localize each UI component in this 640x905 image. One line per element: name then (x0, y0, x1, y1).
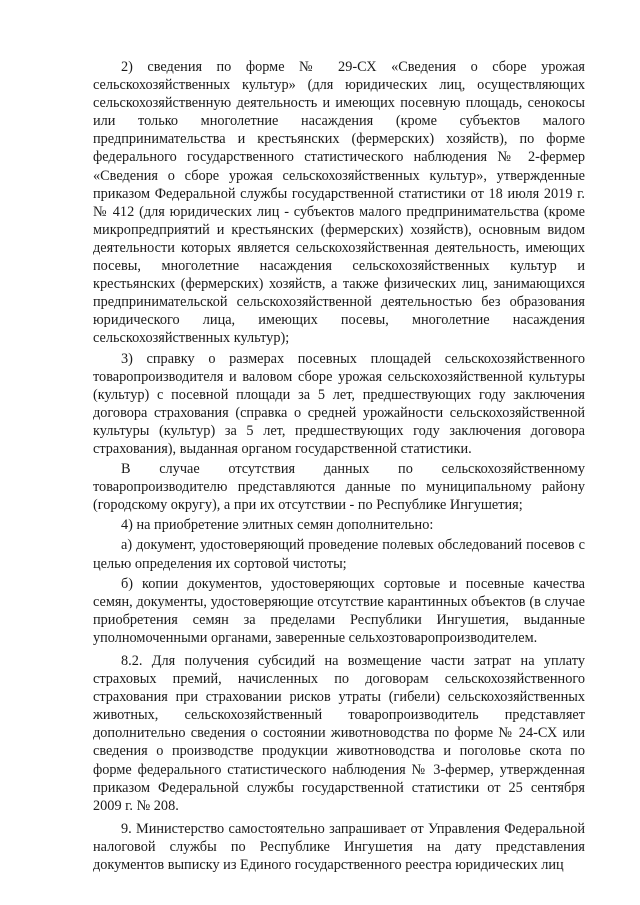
paragraph-section-8-2: 8.2. Для получения субсидий на возмещение части затрат на уплату страховых премий, начисленных по договорам сельскохозяйственного страхования при страховании рисков утраты (гибели) сельскохозяйственных животных, сельскохозяйственный товаропроизводитель представляет дополнительно сведения о состоянии животноводства по форме № 24-СХ или сведения о производстве продукции животноводства и поголовье скота по форме федерального статистического наблюдения № 3-фермер, утвержденная приказом Федеральной службы государственной статистики от 25 сентября 2009 г. № 208. (93, 653, 585, 814)
paragraph-missing-data-note: В случае отсутствия данных по сельскохозяйственному товаропроизводителю представляются данные по муниципальному району (городскому округу), а при их отсутствии - по Республике Ингушетия; (93, 461, 585, 514)
paragraph-section-9: 9. Министерство самостоятельно запрашивает от Управления Федеральной налоговой службы по Республике Ингушетия на дату представления документов выписку из Единого государственного реестра юридических лиц (93, 820, 585, 874)
paragraph-item-2-crop-harvest-forms: 2) сведения по форме № 29-СХ «Сведения о сборе урожая сельскохозяйственных культур» (для юридических лиц, осуществляющих сельскохозяйственную деятельность и имеющих посевную площадь, сенокосы или только многолетние насаждения (кроме субъектов малого предпринимательства и крестьянских (фермерских) хозяйств), по форме федерального государственного статистического наблюдения № 2-фермер «Сведения о сборе урожая сельскохозяйственных культур», утвержденные приказом Федеральной службы государственной статистики от 18 июля 2019 г. № 412 (для юридических лиц - субъектов малого предпринимательства (кроме микропредприятий и крестьянских (фермерских) хозяйств), основным видом деятельности которых является сельскохозяйственная деятельность, имеющих посевы, многолетние насаждения сельскохозяйственных культур и крестьянских (фермерских) хозяйств, а также физических лиц, занимающихся предпринимательской сельскохозяйственной деятельностью без образования юридического лица, имеющих посевы, многолетние насаждения сельскохозяйственных культур); (93, 59, 585, 347)
paragraph-item-3-sown-area-certificate: 3) справку о размерах посевных площадей сельскохозяйственного товаропроизводителя и валовом сборе урожая сельскохозяйственной культуры (культур) с посевной площади за 5 лет, предшествующих году заключения договора страхования (справка о средней урожайности сельскохозяйственной культуры (культур) за 5 лет, предшествующих году заключения договора страхования), выданная органом государственной статистики. (93, 350, 585, 457)
paragraph-item-4a-field-inspection: а) документ, удостоверяющий проведение полевых обследований посевов с целью определения их сортовой чистоты; (93, 537, 585, 572)
paragraph-item-4b-seed-documents: б) копии документов, удостоверяющих сортовые и посевные качества семян, документы, удостоверяющие отсутствие карантинных объектов (в случае приобретения семян за пределами Республики Ингушетия, выданные уполномоченными органами, заверенные сельхозтоваропроизводителем. (93, 575, 585, 646)
paragraph-item-4-elite-seeds: 4) на приобретение элитных семян дополнительно: (121, 517, 434, 534)
